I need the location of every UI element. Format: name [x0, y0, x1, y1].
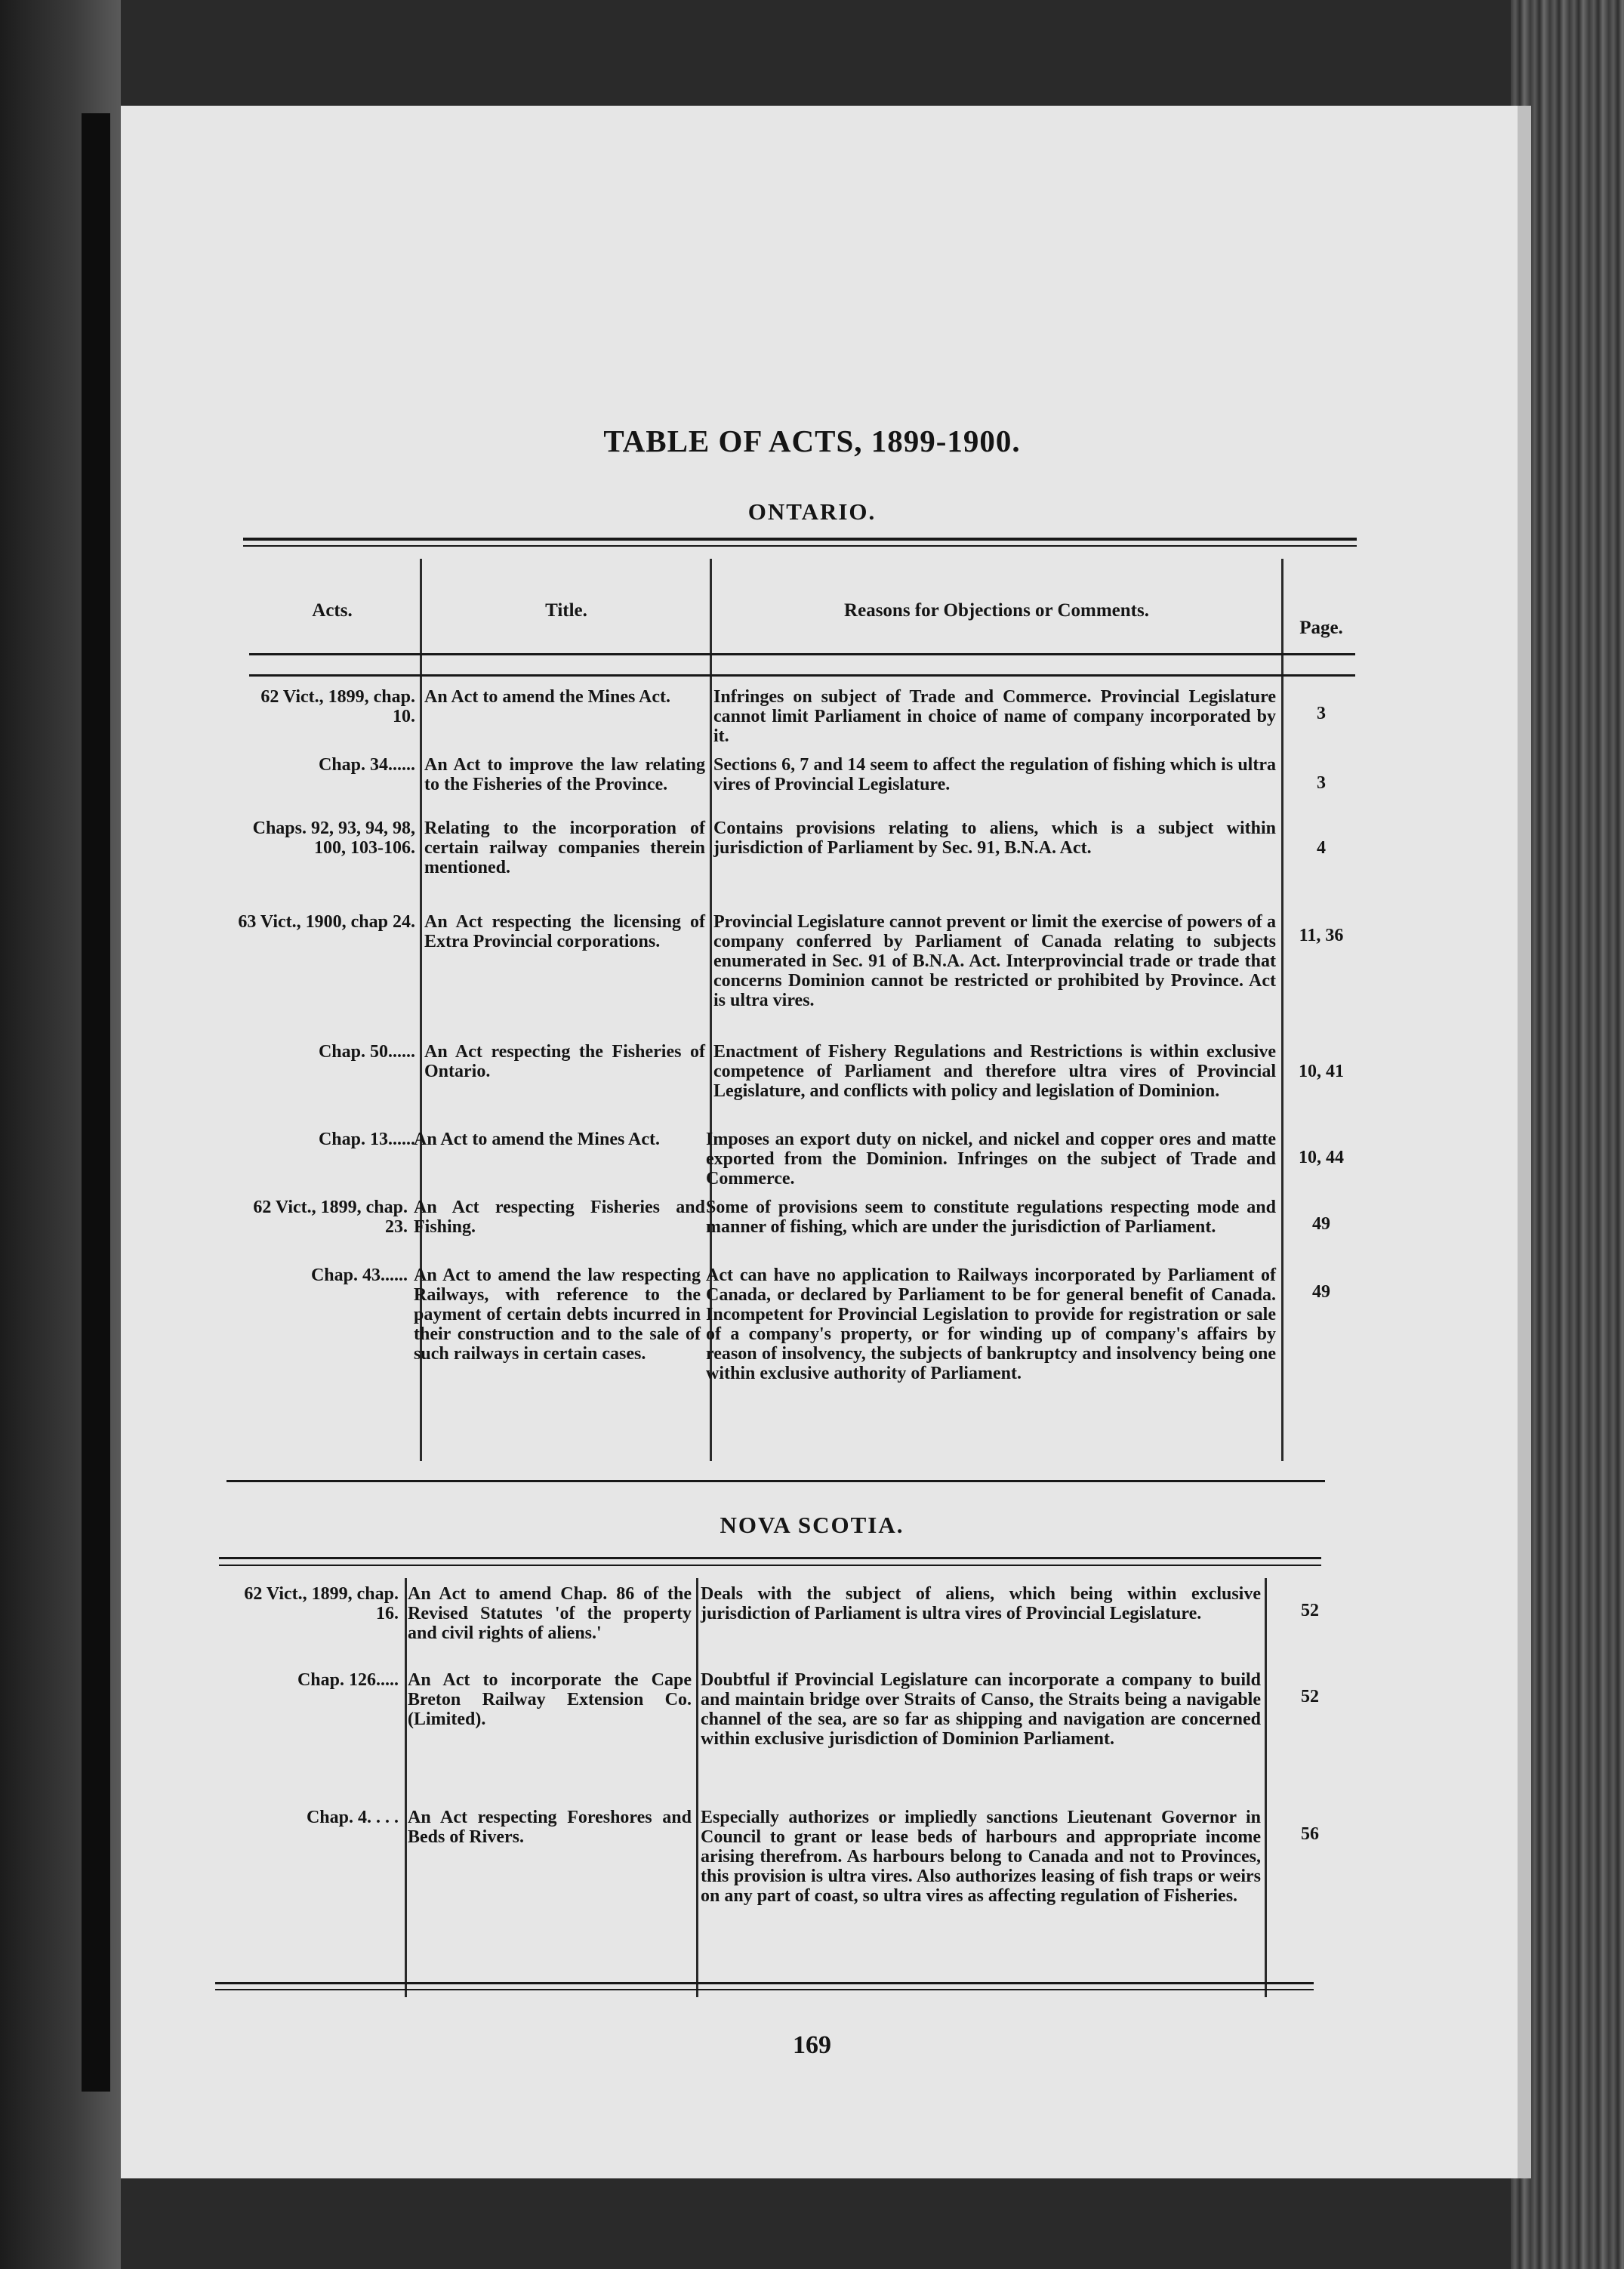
page-cell: 3	[1317, 773, 1326, 793]
reason-cell: Some of provisions seem to constitute regulations respecting mode and manner of fishing, which are under the jurisdiction of Parliament.	[706, 1198, 1276, 1237]
title-cell: An Act respecting the Fisheries of Ontario.	[424, 1042, 705, 1081]
title-cell: An Act to amend Chap. 86 of the Revised Statutes 'of the property and civil rights of aliens.'	[408, 1584, 692, 1643]
act-cell: Chap. 34......	[318, 755, 415, 775]
title-cell: An Act respecting the licensing of Extra Provincial corporations.	[424, 912, 705, 951]
page-cell: 10, 41	[1299, 1062, 1344, 1081]
scan-left-margin	[0, 0, 121, 2269]
reason-cell: Sections 6, 7 and 14 seem to affect the regulation of fishing which is ultra vires of Provincial Legislature.	[713, 755, 1276, 794]
act-cell: 62 Vict., 1899, chap. 16.	[244, 1584, 399, 1623]
act-cell: Chap. 43......	[310, 1266, 408, 1285]
page-cell: 11, 36	[1299, 926, 1344, 945]
title-cell: Relating to the incorporation of certain railway companies therein mentioned.	[424, 819, 705, 877]
column-divider-2	[696, 1578, 698, 1997]
header-rule	[249, 653, 1355, 655]
column-divider-3	[1281, 559, 1283, 1461]
page-cell: 4	[1317, 838, 1326, 858]
column-header-acts: Acts.	[312, 600, 353, 621]
reason-cell: Enactment of Fishery Regulations and Restrictions is within exclusive competence of Parliament and therefore ultra vires of Provincial Legislature, and conflicts with policy and legislation of Dominion.	[713, 1042, 1276, 1101]
bottom-rule-thin	[215, 1989, 1314, 1990]
section-end-rule	[226, 1480, 1325, 1482]
reason-cell: Provincial Legislature cannot prevent or limit the exercise of powers of a company conferred by Parliament of Canada relating to subjects enumerated in Sec. 91 of B.N.A. Act. Interprovincial trade or trade that concerns Dominion cannot be restricted or prohibited by Province. Act is ultra vires.	[713, 912, 1276, 1010]
page-cell: 49	[1312, 1214, 1330, 1234]
act-cell: Chaps. 92, 93, 94, 98, 100, 103-106.	[252, 819, 415, 858]
title-cell: An Act to amend the law respecting Railways, with reference to the payment of certain debts incurred in their construction and to the sale of such railways in certain cases.	[414, 1266, 701, 1364]
page-cell: 3	[1317, 704, 1326, 723]
reason-cell: Especially authorizes or impliedly sanctions Lieutenant Governor in Council to grant or lease beds of harbours and appropriate income arising therefrom. As harbours belong to Canada and not to Provinces, this provision is ultra vires. Also authorizes leasing of fish traps or weirs on any part of coast, so ultra vires as affecting regulation of Fisheries.	[701, 1808, 1261, 1906]
bottom-rule	[215, 1982, 1314, 1984]
title-cell: An Act respecting Fisheries and Fishing.	[414, 1198, 705, 1237]
page-cell: 52	[1301, 1687, 1319, 1706]
page-cell: 10, 44	[1299, 1148, 1344, 1167]
title-cell: An Act to amend the Mines Act.	[414, 1130, 660, 1149]
reason-cell: Doubtful if Provincial Legislature can incorporate a company to build and maintain bridge over Straits of Canso, the Straits being a navigable channel of the sea, are so far as shipping and navigation are concerned within exclusive jurisdiction of Dominion Parliament.	[701, 1670, 1261, 1749]
page-cell: 49	[1312, 1282, 1330, 1302]
column-divider-3	[1265, 1578, 1267, 1997]
act-cell: Chap. 126.....	[297, 1670, 399, 1690]
column-divider-1	[405, 1578, 407, 1997]
act-cell: 62 Vict., 1899, chap. 23.	[253, 1198, 408, 1237]
header-rule-2	[249, 674, 1355, 677]
top-rule	[243, 538, 1357, 541]
reason-cell: Imposes an export duty on nickel, and nickel and copper ores and matte exported from the Dominion. Infringes on the subject of Trade and Commerce.	[706, 1130, 1276, 1188]
title-cell: An Act to amend the Mines Act.	[424, 687, 670, 707]
binding-shadow	[82, 113, 110, 2092]
reason-cell: Infringes on subject of Trade and Commerce. Provincial Legislature cannot limit Parliament in choice of name of company incorporated by it.	[713, 687, 1276, 746]
act-cell: 63 Vict., 1900, chap 24.	[238, 912, 415, 932]
page-edge	[1518, 106, 1531, 2178]
reason-cell: Act can have no application to Railways incorporated by Parliament of Canada, or declared by Parliament to be for general benefit of Canada. Incompetent for Provincial Legislation to provide for registration or sale of a company's property, or for winding up of company's affairs by reason of insolvency, the subjects of bankruptcy and insolvency being one within exclusive authority of Parliament.	[706, 1266, 1276, 1383]
page-number: 169	[793, 2031, 831, 2059]
nova-scotia-top-rule-thin	[219, 1565, 1321, 1566]
column-header-reasons: Reasons for Objections or Comments.	[844, 600, 1149, 621]
title-cell: An Act respecting Foreshores and Beds of Rivers.	[408, 1808, 692, 1847]
page-cell: 56	[1301, 1824, 1319, 1844]
section-heading-ontario: ONTARIO.	[747, 498, 877, 525]
title-cell: An Act to improve the law relating to the Fisheries of the Province.	[424, 755, 705, 794]
top-rule-thin	[243, 545, 1357, 547]
nova-scotia-top-rule	[219, 1557, 1321, 1559]
act-cell: 62 Vict., 1899, chap. 10.	[260, 687, 415, 726]
reason-cell: Deals with the subject of aliens, which being within exclusive jurisdiction of Parliament is ultra vires of Provincial Legislature.	[701, 1584, 1261, 1623]
section-heading-nova-scotia: NOVA SCOTIA.	[720, 1512, 904, 1538]
act-cell: Chap. 13......	[318, 1130, 415, 1149]
column-header-page: Page.	[1299, 618, 1343, 638]
title-cell: An Act to incorporate the Cape Breton Railway Extension Co. (Limited).	[408, 1670, 692, 1729]
reason-cell: Contains provisions relating to aliens, which is a subject within jurisdiction of Parliament by Sec. 91, B.N.A. Act.	[713, 819, 1276, 858]
page-cell: 52	[1301, 1601, 1319, 1620]
column-header-title: Title.	[545, 600, 587, 621]
page-title: TABLE OF ACTS, 1899-1900.	[603, 424, 1021, 458]
act-cell: Chap. 4. . . .	[306, 1808, 399, 1827]
act-cell: Chap. 50......	[318, 1042, 415, 1062]
